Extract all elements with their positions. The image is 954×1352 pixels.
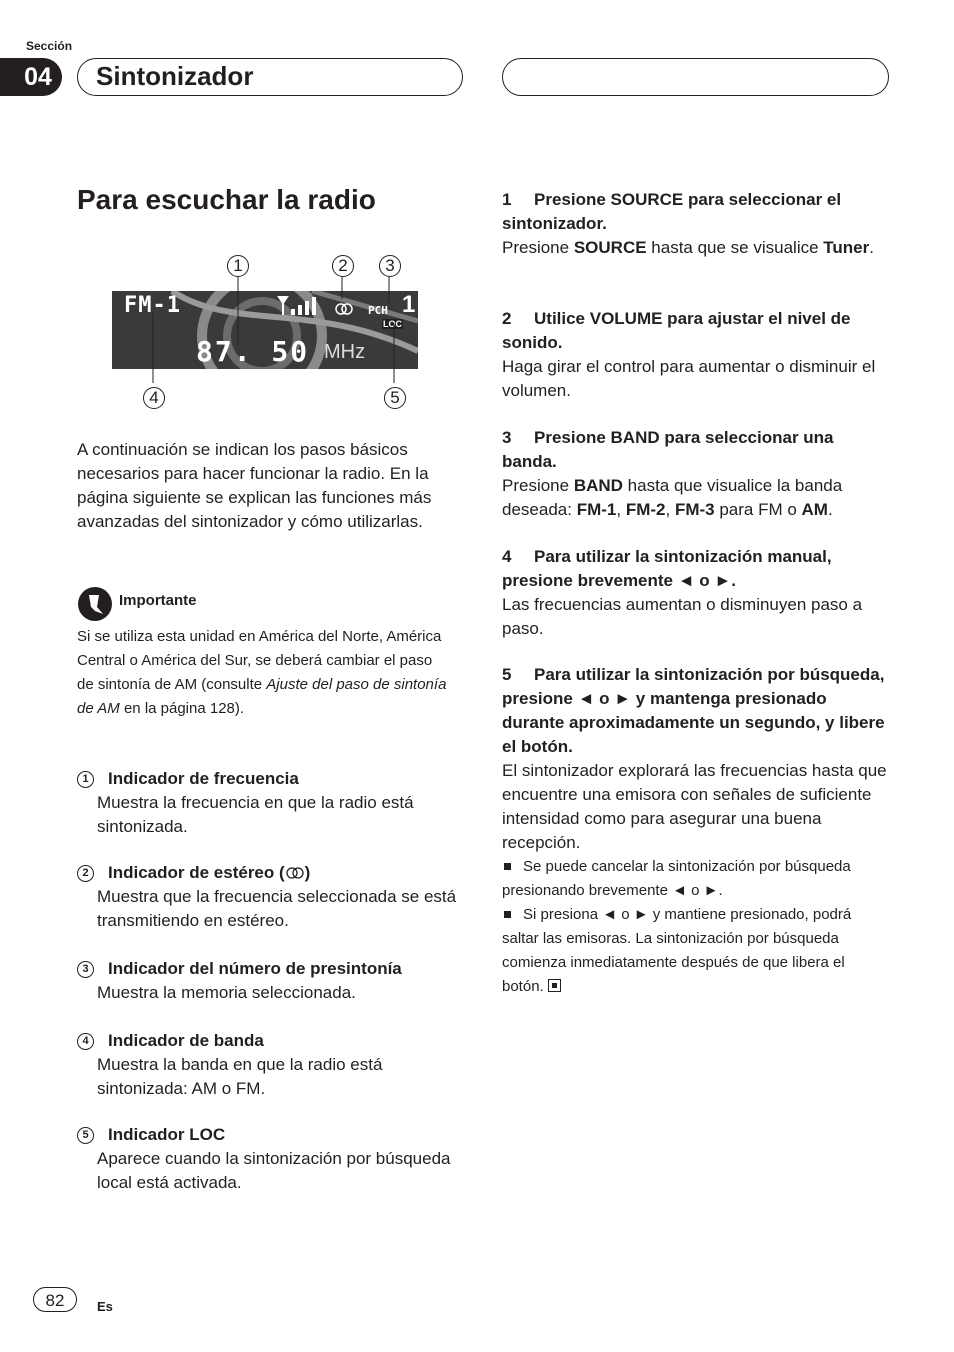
step-1 xyxy=(502,188,890,260)
important-icon xyxy=(78,587,112,621)
step-2 xyxy=(502,307,890,403)
bullet-icon xyxy=(504,911,511,918)
step-desc-bold: BAND xyxy=(573,476,623,495)
step-desc-text: , xyxy=(616,500,626,519)
indicator-item-3 xyxy=(77,957,462,1005)
step-title: Presione SOURCE para seleccionar el sintonizador. xyxy=(502,190,842,233)
step-title: Para utilizar la sintonización manual, presione brevemente ◄ o ►. xyxy=(502,547,832,590)
step-desc-text: Presione xyxy=(502,238,574,257)
step-desc xyxy=(502,236,890,260)
step-desc-bold: FM-2 xyxy=(625,500,666,519)
step-desc-bold: FM-3 xyxy=(674,500,715,519)
callout-2: 2 xyxy=(332,255,354,277)
indicator-number: 4 xyxy=(77,1033,94,1050)
callout-4: 4 xyxy=(143,387,165,409)
step-desc-text: hasta que visualice la banda deseada: xyxy=(502,476,843,519)
step-5 xyxy=(502,663,890,999)
indicator-item-1 xyxy=(77,767,462,839)
indicator-item-4 xyxy=(77,1029,462,1101)
step-3 xyxy=(502,426,890,522)
indicator-desc: Aparece cuando la sintonización por búsqueda local está activada. xyxy=(97,1149,451,1192)
intro-paragraph: A continuación se indican los pasos básicos necesarios para hacer funcionar la radio. En la página siguiente se explican las funciones más avanzadas del sintonizador y cómo utilizarlas. xyxy=(77,440,432,531)
preset-number: 1 xyxy=(402,291,416,318)
indicator-title: Indicador LOC xyxy=(108,1125,226,1144)
indicator-title: Indicador del número de presintonía xyxy=(108,959,402,978)
indicator-item-2 xyxy=(77,861,462,933)
step-number: 5 xyxy=(502,665,512,684)
step-desc-text: , xyxy=(665,500,675,519)
step-desc: Haga girar el control para aumentar o disminuir el volumen. xyxy=(502,357,876,400)
important-text-c: en la página 128). xyxy=(119,700,245,717)
indicator-desc: Muestra la banda en que la radio está sintonizada: AM o FM. xyxy=(97,1055,383,1098)
step-number: 2 xyxy=(502,309,512,328)
important-text-italic: Ajuste del paso de sintonía de AM xyxy=(77,676,447,717)
step-desc-bold: AM xyxy=(801,500,828,519)
step-desc-text: . xyxy=(869,238,874,257)
indicator-title-end: ) xyxy=(304,863,311,882)
step-desc-bold: Tuner xyxy=(823,238,870,257)
step-desc-text: para FM o xyxy=(714,500,802,519)
frequency-unit: MHz xyxy=(324,341,366,363)
step-number: 3 xyxy=(502,428,512,447)
section-title-box xyxy=(77,58,463,96)
bullet-icon xyxy=(504,863,511,870)
page-number: 82 xyxy=(33,1287,77,1312)
radio-display-figure xyxy=(112,253,422,413)
frequency-readout: 87. 50 xyxy=(196,335,310,368)
important-text xyxy=(77,625,447,721)
step-desc: El sintonizador explorará las frecuencias hasta que encuentre una emisora con señales de suficiente intensidad como para asegurar una buena recepción. xyxy=(502,761,887,852)
language-code: Es xyxy=(97,1299,113,1314)
bullet-text: Si presiona ◄ o ► y mantiene presionado, podrá saltar las emisoras. La sintonización por búsqueda comienza inmediatamente después de que libera el botón. xyxy=(502,906,852,995)
step-desc-bold: FM-1 xyxy=(576,500,617,519)
section-title: Sintonizador xyxy=(96,61,254,91)
indicator-title: Indicador de banda xyxy=(108,1031,264,1050)
indicator-item-5 xyxy=(77,1123,462,1195)
section-label: Sección xyxy=(26,39,73,53)
pch-label: PCH xyxy=(368,304,388,317)
header-empty-box xyxy=(502,58,889,96)
indicator-desc: Muestra que la frecuencia seleccionada se está transmitiendo en estéreo. xyxy=(97,887,457,930)
important-heading: Importante xyxy=(119,592,197,609)
stereo-icon xyxy=(285,867,305,879)
bullet-text: Se puede cancelar la sintonización por búsqueda presionando brevemente ◄ o ►. xyxy=(502,858,851,899)
page-title: Para escuchar la radio xyxy=(77,184,376,215)
callout-5: 5 xyxy=(384,387,406,409)
step-title: Presione BAND para seleccionar una banda. xyxy=(502,428,834,471)
step-title: Para utilizar la sintonización por búsqueda, presione ◄ o ► y mantenga presionado durante aproximadamente un segundo, y libere el botón. xyxy=(502,665,885,756)
indicator-number: 2 xyxy=(77,865,94,882)
end-mark-icon xyxy=(548,979,561,992)
step-desc-text: hasta que se visualice xyxy=(646,238,824,257)
indicator-number: 3 xyxy=(77,961,94,978)
callout-1: 1 xyxy=(227,255,249,277)
loc-indicator: LOC xyxy=(383,319,402,329)
step-bullet xyxy=(502,855,890,903)
step-desc: Las frecuencias aumentan o disminuyen paso a paso. xyxy=(502,595,863,638)
indicator-title: Indicador de estéreo ( xyxy=(108,863,285,882)
step-title: Utilice VOLUME para ajustar el nivel de sonido. xyxy=(502,309,851,352)
indicator-desc: Muestra la frecuencia en que la radio está sintonizada. xyxy=(97,793,414,836)
indicator-number: 5 xyxy=(77,1127,94,1144)
step-desc-text: . xyxy=(827,500,833,519)
indicator-number: 1 xyxy=(77,771,94,788)
step-desc-bold: SOURCE xyxy=(573,238,647,257)
indicator-desc: Muestra la memoria seleccionada. xyxy=(97,983,356,1002)
callout-3: 3 xyxy=(379,255,401,277)
indicator-title: Indicador de frecuencia xyxy=(108,769,299,788)
step-desc-text: Presione xyxy=(502,476,574,495)
step-bullet xyxy=(502,903,890,999)
band-indicator: FM-1 xyxy=(124,293,181,318)
important-text-a: Si se utiliza esta unidad en América del Norte, América Central o América del Sur, se deberá cambiar el paso de sintonía de AM (consulte xyxy=(77,628,442,693)
pen-icon xyxy=(78,587,112,621)
step-4 xyxy=(502,545,890,641)
step-number: 4 xyxy=(502,547,512,566)
step-number: 1 xyxy=(502,190,512,209)
section-number: 04 xyxy=(0,58,62,96)
step-desc xyxy=(502,474,890,522)
